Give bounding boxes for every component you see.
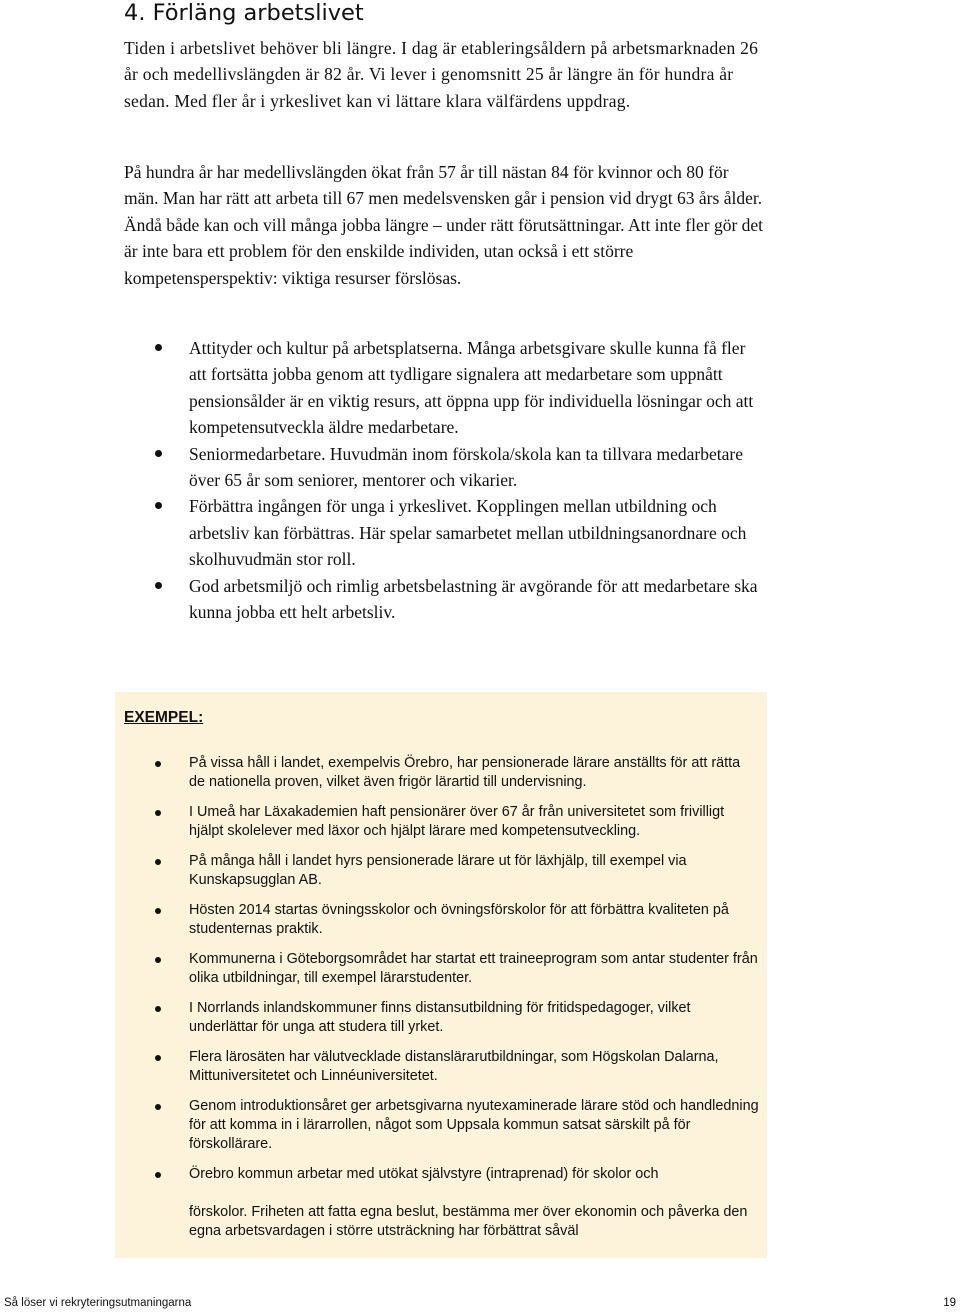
footer-title: Så löser vi rekryteringsutmaningarna xyxy=(4,1297,192,1309)
example-title: EXEMPEL: xyxy=(124,709,204,726)
list-item xyxy=(150,573,762,626)
list-item xyxy=(150,493,762,572)
bullet-icon xyxy=(155,908,161,914)
example-item-text: Kommunerna i Göteborgsområdet har startat ett traineeprogram som antar studenter från olika utbildningar, till exempel lärarstudenter. xyxy=(189,951,758,986)
bullet-icon xyxy=(155,582,162,589)
example-item xyxy=(150,1048,760,1086)
bullet-icon xyxy=(155,344,162,351)
example-item xyxy=(150,1097,760,1154)
example-item-text: Örebro kommun arbetar med utökat självstyre (intraprenad) för skolor och xyxy=(189,1166,659,1182)
intro-paragraph: Tiden i arbetslivet behöver bli längre. I dag är etableringsåldern på arbetsmarknaden 26 år och medellivslängden är 82 år. Vi lever i genomsnitt 25 år längre än för hundra år sedan. Med fler år i yrkeslivet kan vi lättare klara välfärdens uppdrag. xyxy=(124,38,759,111)
example-item xyxy=(150,999,760,1037)
bullet-list xyxy=(150,335,762,625)
bullet-icon xyxy=(155,859,161,865)
list-item-text: Attityder och kultur på arbetsplatserna. Många arbetsgivare skulle kunna få fler att fortsätta jobba genom att tydligare signalera att medarbetare som uppnått pensionsålder är en viktig resurs, att öppna upp för individuella lösningar och att kompetensutveckla äldre medarbetare. xyxy=(189,338,754,438)
example-item-text: Hösten 2014 startas övningsskolor och övningsförskolor för att förbättra kvaliteten på studenternas praktik. xyxy=(189,902,729,937)
example-item-text: Flera lärosäten har välutvecklade distanslärarutbildningar, som Högskolan Dalarna, Mittuniversitetet och Linnéuniversitetet. xyxy=(189,1049,719,1084)
list-item-text: Seniormedarbetare. Huvudmän inom förskola/skola kan ta tillvara medarbetare över 65 år som seniorer, mentorer och vikarier. xyxy=(189,443,743,491)
bullet-icon xyxy=(155,957,161,963)
page-number: 19 xyxy=(943,1297,956,1309)
example-item xyxy=(150,950,760,988)
body-paragraph: På hundra år har medellivslängden ökat från 57 år till nästan 84 för kvinnor och 80 för män. Man har rätt att arbeta till 67 men medelsvensken går i pension vid drygt 63 års ålder. Ändå både kan och vill många jobba längre – under rätt förutsättningar. Att inte fler gör det är inte bara ett problem för den enskilde individen, utan också i ett större kompetensperspektiv: viktiga resurser förslösas. xyxy=(124,162,764,288)
bullet-icon xyxy=(155,450,162,457)
example-item xyxy=(150,754,760,792)
bullet-icon xyxy=(155,761,161,767)
example-item-text-continued: förskolor. Friheten att fatta egna beslut, bestämma mer över ekonomin och påverka den egna arbetsvardagen i större utsträckning har förbättrat såväl xyxy=(189,1204,748,1239)
example-item-text: I Norrlands inlandskommuner finns distansutbildning för fritidspedagoger, vilket underlättar för unga att studera till yrket. xyxy=(189,1000,691,1035)
bullet-icon xyxy=(155,1104,161,1110)
list-item-text: Förbättra ingången för unga i yrkeslivet. Kopplingen mellan utbildning och arbetsliv kan förbättras. Här spelar samarbetet mellan utbildningsanordnare och skolhuvudmän stor roll. xyxy=(189,496,747,570)
section-heading: 4. Förläng arbetslivet xyxy=(124,0,364,26)
example-box xyxy=(115,692,767,1258)
example-list xyxy=(150,754,760,1252)
list-item xyxy=(150,335,762,441)
bullet-icon xyxy=(155,1055,161,1061)
example-item-text: I Umeå har Läxakademien haft pensionärer över 67 år från universitetet som frivilligt hjälpt skolelever med läxor och hjälpt lärare med kompetensutveckling. xyxy=(189,804,725,839)
example-item-text: På många håll i landet hyrs pensionerade lärare ut för läxhjälp, till exempel via Kunskapsugglan AB. xyxy=(189,853,687,888)
bullet-icon xyxy=(155,502,162,509)
example-item xyxy=(150,1165,760,1241)
bullet-icon xyxy=(155,810,161,816)
example-item xyxy=(150,852,760,890)
example-item xyxy=(150,803,760,841)
example-item-text: Genom introduktionsåret ger arbetsgivarna nyutexaminerade lärare stöd och handledning för att komma in i lärarrollen, något som Uppsala kommun satsat särskilt på för förskollärare. xyxy=(189,1098,759,1152)
list-item xyxy=(150,441,762,494)
bullet-icon xyxy=(155,1006,161,1012)
bullet-icon xyxy=(155,1172,161,1178)
example-item-text: På vissa håll i landet, exempelvis Örebro, har pensionerade lärare anställts för att rätta de nationella proven, vilket även frigör lärartid till undervisning. xyxy=(189,755,741,790)
list-item-text: God arbetsmiljö och rimlig arbetsbelastning är avgörande för att medarbetare ska kunna jobba ett helt arbetsliv. xyxy=(189,575,758,623)
example-item xyxy=(150,901,760,939)
